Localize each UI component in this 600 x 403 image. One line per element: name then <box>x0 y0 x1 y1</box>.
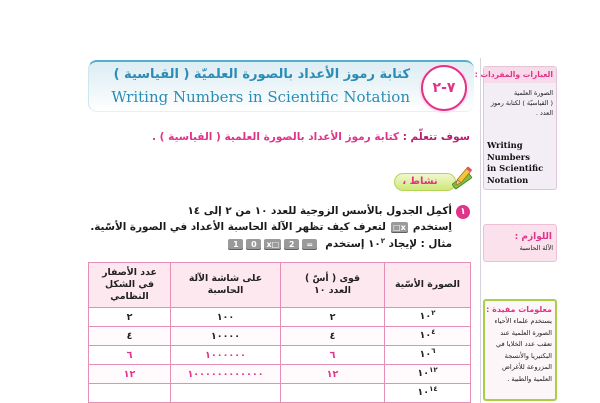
cell-base: ١٠ <box>419 349 432 360</box>
cell-power <box>281 384 385 403</box>
useful-info-title: معلومات مفيدة : <box>486 305 552 314</box>
cell-exponential-form <box>385 327 471 346</box>
example-label: مثال : لإيجاد <box>388 238 452 250</box>
lesson-title-arabic: كتابة رموز الأعداد بالصورة العلميّة ( القياسية ) <box>113 67 410 82</box>
cell-power: ٤ <box>281 327 385 346</box>
useful-info-line: البكتيريا والأنسجة <box>504 351 552 360</box>
calculator-key: = <box>302 239 317 250</box>
cell-base: ١٠ <box>419 330 432 341</box>
vocabulary-english <box>484 140 556 186</box>
learning-objective <box>152 130 470 145</box>
cell-exponent: ٢ <box>431 309 436 317</box>
vocabulary-term: in Scientific <box>487 163 544 173</box>
cell-display: ١٠٠٠٠٠٠٠٠٠٠٠٠ <box>171 365 281 384</box>
activity-example <box>224 237 452 252</box>
cell-zeros: ٢ <box>89 308 171 327</box>
header-line: على شاشة الآلة الحاسبة <box>188 273 263 296</box>
materials-item: الآلة الحاسبة <box>519 244 553 252</box>
vocabulary-box <box>474 66 557 190</box>
cell-base: ١٠ <box>417 368 430 379</box>
calculator-key: 2 <box>284 239 299 250</box>
header-line: عدد الأصفار <box>102 267 157 278</box>
vocabulary-line: الصورة العلمية <box>513 89 553 97</box>
cell-display: ١٠٠٠٠٠٠ <box>171 346 281 365</box>
table-row <box>89 384 471 403</box>
example-base: ١٠ <box>368 238 381 250</box>
cell-base: ١٠ <box>419 311 432 322</box>
vocabulary-line: العدد . <box>535 109 553 117</box>
item-number-badge: ١ <box>456 205 470 219</box>
header-power <box>281 263 385 308</box>
table-row <box>89 327 471 346</box>
materials-box <box>483 224 557 262</box>
cell-exponent: ١٤ <box>429 385 438 393</box>
useful-info-line: الصورة العلمية عند <box>500 328 552 337</box>
objective-text: كتابة رموز الأعداد بالصورة العلمية ( القياسية ) . <box>151 131 400 143</box>
example-use-word: إستخدم <box>325 238 365 250</box>
cell-power: ٦ <box>281 346 385 365</box>
cell-base: ١٠ <box>417 387 430 398</box>
header-calculator-display <box>171 263 281 308</box>
cell-zeros: ٤ <box>89 327 171 346</box>
useful-info-line: العلمية والطبية . <box>507 374 552 383</box>
activity-instruction-1: أكمِل الجدول بالأسس الزوجية للعدد ١٠ من ٢ إلى ١٤ <box>187 205 452 217</box>
table-header-row <box>89 263 471 308</box>
header-line: قوى ( أسّ ) <box>304 273 361 284</box>
vocabulary-line: ( القياسيّة ) لكتابة رموز <box>490 99 553 107</box>
vocabulary-term: Writing <box>487 140 523 150</box>
header-line: الصورة الأسّية <box>395 279 460 290</box>
exponent-key: x□ <box>393 222 406 232</box>
powers-of-ten-table <box>88 262 471 403</box>
tools-icon <box>449 164 475 190</box>
cell-power: ١٢ <box>281 365 385 384</box>
cell-exponent: ٦ <box>431 347 436 355</box>
materials-title: اللوازم : <box>514 232 552 242</box>
activity-instruction-2 <box>90 220 452 235</box>
calculator-key: 1 <box>228 239 243 250</box>
cell-exponential-form <box>385 384 471 403</box>
vocabulary-arabic <box>484 88 556 118</box>
calculator-key: 0 <box>246 239 261 250</box>
table-row <box>89 346 471 365</box>
header-line: العدد ١٠ <box>314 285 351 296</box>
cell-power: ٢ <box>281 308 385 327</box>
cell-zeros: ٦ <box>89 346 171 365</box>
vocabulary-title: العبارات والمفردات : <box>484 67 556 83</box>
header-exponential-form <box>385 263 471 308</box>
example-exponent: ٢ <box>380 237 386 245</box>
instruction-rest: لتعرف كيف تظهر الآلة الحاسبة الأعداد في الصورة الأسّية. <box>90 221 386 233</box>
lesson-number-badge: ٧-٢ <box>421 65 467 111</box>
table-row <box>89 365 471 384</box>
cell-display: ١٠٠٠٠ <box>171 327 281 346</box>
useful-info-box <box>483 299 557 401</box>
cell-display: ١٠٠ <box>171 308 281 327</box>
cell-exponential-form <box>385 308 471 327</box>
objective-label: سوف تتعلّم : <box>402 131 470 143</box>
cell-exponential-form <box>385 365 471 384</box>
sidebar-divider <box>480 58 481 403</box>
useful-info-line: يستخدم علماء الأحياء <box>494 317 552 325</box>
example-power <box>368 238 385 250</box>
table-row <box>89 308 471 327</box>
vocabulary-term: Numbers <box>487 151 530 162</box>
calculator-key: x□ <box>266 239 280 249</box>
lesson-header-banner <box>88 60 474 112</box>
calculator-key-sequence <box>227 237 319 252</box>
cell-zeros: ١٢ <box>89 365 171 384</box>
lesson-title-english: Writing Numbers in Scientific Notation <box>111 88 410 106</box>
useful-info-line: المزروعة للأغراض <box>501 363 552 372</box>
instruction-use-word: اِستخدم <box>412 221 452 233</box>
vocabulary-term: Notation <box>487 174 529 185</box>
activity-label: نشاط ، <box>394 173 456 191</box>
cell-display <box>171 384 281 403</box>
cell-exponent: ١٢ <box>429 366 438 374</box>
header-zeros-count <box>89 263 171 308</box>
cell-exponential-form <box>385 346 471 365</box>
cell-exponent: ٤ <box>431 328 436 336</box>
cell-zeros <box>89 384 171 403</box>
header-line: في الشكل النظامي <box>105 279 154 302</box>
useful-info-line: تعقب عدد الخلايا في <box>496 340 552 349</box>
